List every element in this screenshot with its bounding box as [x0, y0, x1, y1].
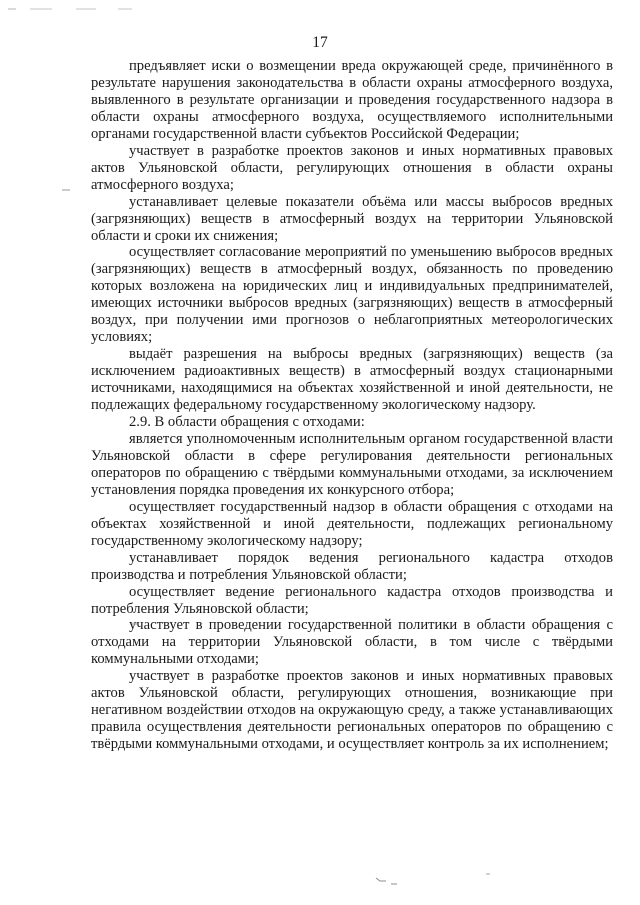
paragraph-claims-for-damages: предъявляет иски о возмещении вреда окружающей среде, причинённого в результате нарушения законодательства в области охраны атмосферного воздуха, выявленного в результате организации и проведения государственного надзора в области охраны атмосферного воздуха, осуществляемого исполнительными органами государственной власти субъектов Российской Федерации; [91, 58, 613, 142]
paragraph-emission-reduction-measures: осуществляет согласование мероприятий по уменьшению выбросов вредных (загрязняющих) веществ в атмосферный воздух, обязанность по проведению которых возложена на юридических лиц и индивидуальных предпринимателей, имеющих источники выбросов вредных (загрязняющих) веществ в атмосферный воздух, при получении ими прогнозов о неблагоприятных метеорологических условиях; [91, 244, 613, 346]
section-heading-waste: 2.9. В области обращения с отходами: [129, 414, 365, 431]
paragraph-state-policy: участвует в проведении государственной политики в области обращения с отходами на территории Ульяновской области, в том числе с твёрдыми коммунальными отходами; [91, 617, 613, 668]
paragraph-draft-laws-waste: участвует в разработке проектов законов и иных нормативных правовых актов Ульяновской области, регулирующих отношения, возникающие при негативном воздействии отходов на окружающую среду, а также устанавливающих правила осуществления деятельности региональных операторов по обращению с твёрдыми коммунальными отходами, и осуществляет контроль за их исполнением; [91, 668, 613, 753]
page-number: 17 [312, 34, 328, 51]
paragraph-authorized-body: является уполномоченным исполнительным органом государственной власти Ульяновской области в сфере регулирования деятельности региональных операторов по обращению с твёрдыми коммунальными отходами, за исключением установления порядка проведения их конкурсного отбора; [91, 430, 613, 498]
document-body [91, 58, 613, 753]
paragraph-waste-supervision: осуществляет государственный надзор в области обращения с отходами на объектах хозяйственной и иной деятельности, подлежащих региональному государственному экологическому надзору; [91, 498, 613, 549]
paragraph-cadastre-procedure: устанавливает порядок ведения регионального кадастра отходов производства и потребления Ульяновской области; [91, 549, 613, 583]
paragraph-cadastre-maintenance: осуществляет ведение регионального кадастра отходов производства и потребления Ульяновской области; [91, 583, 613, 617]
paragraph-emission-targets: устанавливает целевые показатели объёма или массы выбросов вредных (загрязняющих) веществ в атмосферный воздух на территории Ульяновской области и сроки их снижения; [91, 193, 613, 244]
paragraph-draft-laws-air: участвует в разработке проектов законов и иных нормативных правовых актов Ульяновской области, регулирующих отношения в области охраны атмосферного воздуха; [91, 142, 613, 193]
paragraph-emission-permits: выдаёт разрешения на выбросы вредных (загрязняющих) веществ (за исключением радиоактивных веществ) в атмосферный воздух стационарными источниками, находящимися на объектах хозяйственной и иной деятельности, не подлежащих федеральному государственному экологическому надзору. [91, 346, 613, 414]
